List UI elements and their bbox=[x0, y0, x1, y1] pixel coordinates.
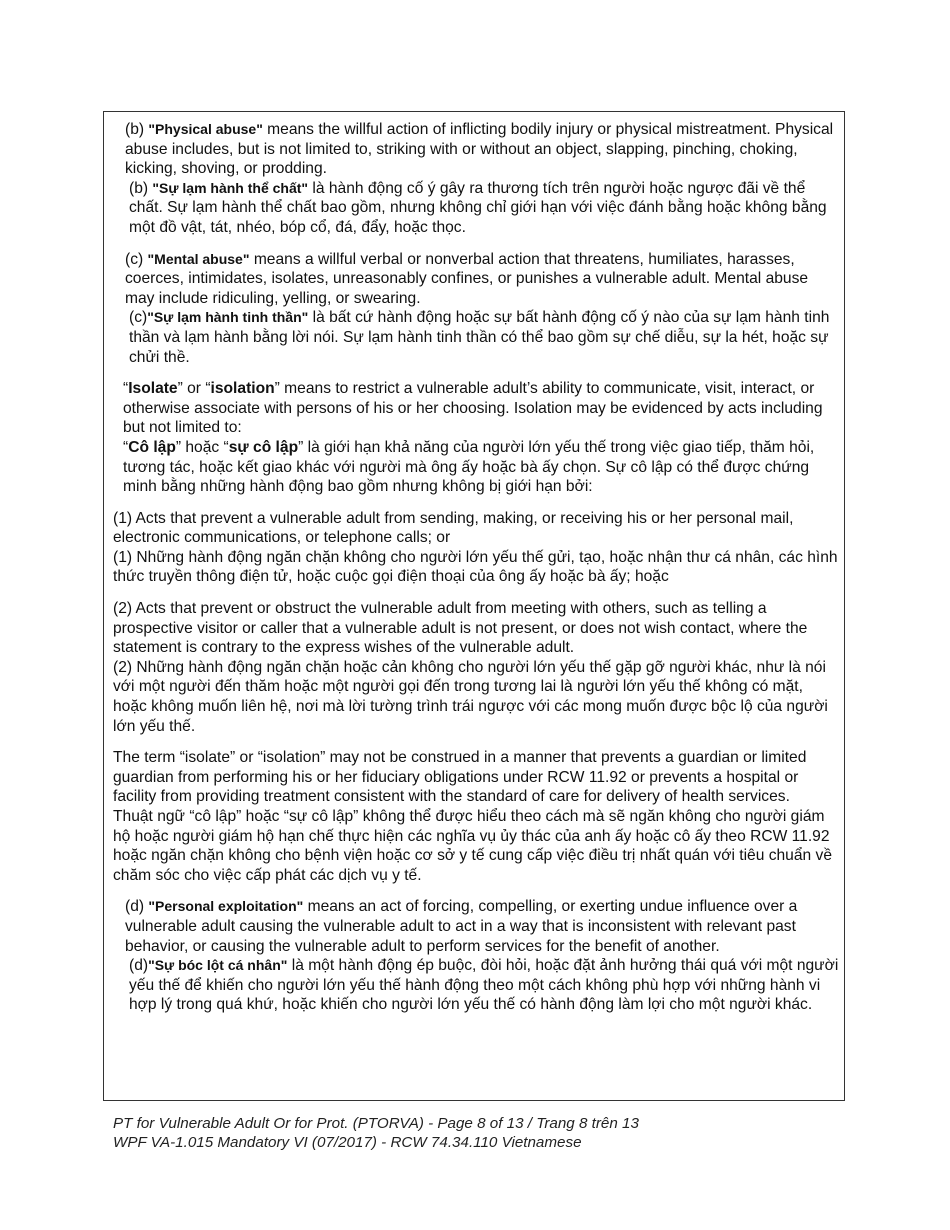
mental-abuse-vi: (c)"Sự lạm hành tinh thần" là bất cứ hành động hoặc sự bất hành động cố ý nào của sự lạm hành tinh thần và lạm hành bằng lời nói. Sự lạm hành tinh thần có thể bao gồm sự chế diễu, sự la hét, hoặc sự chửi thề. bbox=[129, 309, 830, 366]
mental-abuse-section bbox=[113, 250, 841, 368]
isolation-item-2-vi: (2) Những hành động ngăn chặn hoặc cản không cho người lớn yếu thế gặp gỡ người khác, như là nói với một người đến thăm hoặc một người gọi đến trong tương lai là người lớn yếu thế không có mặt, hoặc không muốn liên hệ, nơi mà lời tường trình trái ngược với các mong muốn được bộc lộ của người lớn yếu thế. bbox=[113, 658, 828, 735]
isolate-term-vi: Cô lập bbox=[128, 438, 176, 456]
isolation-en: “Isolate” or “isolation” means to restrict a vulnerable adult’s ability to communicate, visit, interact, or otherwise associate with persons of his or her choosing. Isolation may be evidenced by acts including but not limited to: bbox=[123, 380, 823, 437]
document-body bbox=[113, 120, 841, 1027]
isolation-item-1 bbox=[113, 509, 841, 587]
physical-abuse-en: (b) "Physical abuse" means the willful action of inflicting bodily injury or physical mistreatment. Physical abuse includes, but is not limited to, striking with or without an object, slapping, pinching, choking, kicking, shoving, or prodding. bbox=[125, 121, 834, 178]
personal-exploitation-term: "Personal exploitation" bbox=[148, 898, 304, 915]
isolation-term-note bbox=[113, 748, 841, 885]
isolation-term-vi: sự cô lập bbox=[228, 438, 299, 456]
isolation-item-2-en: (2) Acts that prevent or obstruct the vulnerable adult from meeting with others, such as telling a prospective visitor or caller that a vulnerable adult is not present, or does not wish contact, where the statement is contrary to the express wishes of the vulnerable adult. bbox=[113, 600, 808, 657]
physical-abuse-section bbox=[113, 120, 841, 238]
mental-abuse-en: (c) "Mental abuse" means a willful verbal or nonverbal action that threatens, humiliates, harasses, coerces, intimidates, isolates, unreasonably confines, or punishes a vulnerable adult. Mental abuse may include ridiculing, yelling, or swearing. bbox=[125, 250, 809, 307]
isolation-vi: “Cô lập” hoặc “sự cô lập” là giới hạn khả năng của người lớn yếu thế trong việc giao tiếp, thăm hỏi, tương tác, hoặc kết giao khác với người mà ông ấy hoặc bà ấy chọn. Sự cô lập có thể được chứng minh bằng những hành động bao gồm nhưng không bị giới hạn bởi: bbox=[123, 438, 815, 496]
isolation-term: isolation bbox=[210, 380, 275, 398]
isolation-item-2 bbox=[113, 599, 841, 736]
footer-form-id: WPF VA-1.015 Mandatory VI (07/2017) - RCW 74.34.110 Vietnamese bbox=[113, 1134, 582, 1151]
physical-abuse-term: "Physical abuse" bbox=[148, 121, 263, 137]
isolate-term: Isolate bbox=[128, 380, 178, 398]
isolation-item-1-en: (1) Acts that prevent a vulnerable adult from sending, making, or receiving his or her personal mail, electronic communications, or telephone calls; or bbox=[113, 509, 794, 547]
page-footer bbox=[113, 1114, 639, 1152]
personal-exploitation-term-vi: "Sự bóc lột cá nhân" bbox=[148, 957, 288, 974]
mental-abuse-term-vi: "Sự lạm hành tinh thần" bbox=[147, 309, 309, 326]
mental-abuse-term: "Mental abuse" bbox=[147, 250, 250, 267]
isolation-term-note-vi: Thuật ngữ “cô lập” hoặc “sự cô lập” không thể được hiểu theo cách mà sẽ ngăn không cho người giám hộ hoặc người giám hộ hạn chế thực hiện các nghĩa vụ ủy thác của anh ấy hoặc cô ấy theo RCW 11.92 hoặc ngăn chặn không cho bệnh viện hoặc cơ sở y tế cung cấp việc điều trị nhất quán với tiêu chuẩn về chăm sóc cho việc cấp phát các dịch vụ y tế. bbox=[113, 808, 833, 884]
isolation-term-note-en: The term “isolate” or “isolation” may not be construed in a manner that prevents a guardian or limited guardian from performing his or her fiduciary obligations under RCW 11.92 or prevents a hospital or facility from providing treatment consistent with the standard of care for delivery of health services. bbox=[113, 749, 807, 806]
personal-exploitation-vi: (d)"Sự bóc lột cá nhân" là một hành động ép buộc, đòi hỏi, hoặc đặt ảnh hưởng thái quá với một người yếu thế để khiến cho người lớn yếu thế hành động theo một cách không phù hợp với những hành vi hợp lý trong quá khứ, hoặc khiến cho người lớn yếu thế có hành động làm lợi cho một người khác. bbox=[129, 957, 839, 1014]
physical-abuse-vi: (b) "Sự lạm hành thể chất" là hành động cố ý gây ra thương tích trên người hoặc ngược đãi về thể chất. Sự lạm hành thể chất bao gồm, nhưng không chỉ giới hạn với việc đánh bằng hoặc không bằng một đồ vật, tát, nhéo, bóp cổ, đá, đẩy, hoặc thọc. bbox=[129, 179, 827, 236]
personal-exploitation-en: (d) "Personal exploitation" means an act of forcing, compelling, or exerting undue influence over a vulnerable adult causing the vulnerable adult to act in a way that is inconsistent with relevant past behavior, or causing the vulnerable adult to perform services for the benefit of another. bbox=[125, 898, 798, 955]
physical-abuse-term-vi: "Sự lạm hành thể chất" bbox=[152, 179, 309, 196]
personal-exploitation-section bbox=[113, 897, 841, 1015]
isolation-section bbox=[113, 379, 841, 497]
isolation-item-1-vi: (1) Những hành động ngăn chặn không cho người lớn yếu thế gửi, tạo, hoặc nhận thư cá nhân, các hình thức truyền thông điện tử, hoặc cuộc gọi điện thoại của ông ấy hoặc bà ấy; hoặc bbox=[113, 548, 838, 586]
footer-form-title: PT for Vulnerable Adult Or for Prot. (PTORVA) - Page 8 of 13 / Trang 8 trên 13 bbox=[113, 1115, 639, 1132]
